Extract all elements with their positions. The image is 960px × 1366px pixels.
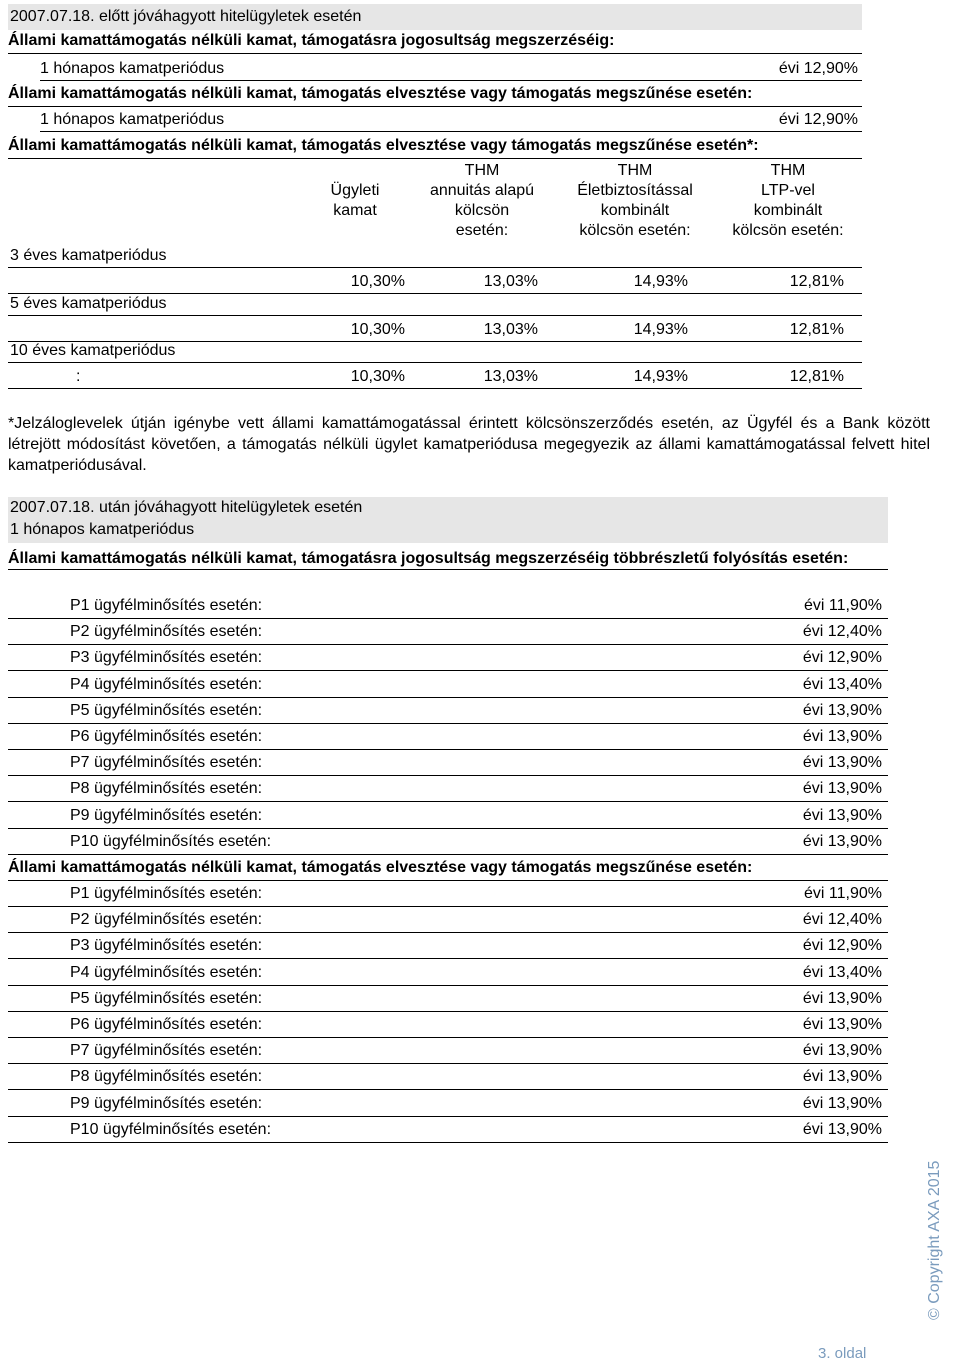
- cell-thm-ltp: 12,81%: [789, 273, 844, 290]
- rating-label: P5 ügyfélminősítés esetén:: [70, 989, 263, 1007]
- rating-row: [8, 1012, 888, 1038]
- cell-thm-ltp: 12,81%: [789, 368, 844, 385]
- rating-row: [8, 672, 888, 698]
- section1-header: 2007.07.18. előtt jóváhagyott hitelügyletek esetén: [8, 4, 862, 30]
- col-header-line: kombinált: [600, 202, 670, 219]
- rating-label: P2 ügyfélminősítés esetén:: [70, 623, 263, 641]
- block1-title: Állami kamattámogatás nélküli kamat, támogatásra jogosultság megszerzéséig:: [8, 29, 862, 54]
- cell-ugyleti-kamat: 10,30%: [350, 273, 405, 290]
- rating-row: [8, 907, 888, 933]
- cell-thm-ltp: 12,81%: [789, 321, 844, 338]
- rating-value: évi 11,90%: [804, 597, 882, 614]
- rating-label: P5 ügyfélminősítés esetén:: [70, 701, 263, 719]
- col-header-line: esetén:: [455, 222, 509, 239]
- block1-row-value: évi 12,90%: [778, 60, 858, 77]
- col-header-line: kölcsön esetén:: [732, 222, 844, 239]
- rating-value: évi 11,90%: [804, 885, 882, 902]
- block2-row-label: 1 hónapos kamatperiódus: [40, 111, 225, 128]
- rating-label: P8 ügyfélminősítés esetén:: [70, 780, 263, 798]
- rating-row: [8, 1091, 888, 1117]
- rating-label: P6 ügyfélminősítés esetén:: [70, 728, 263, 745]
- rating-value: évi 13,90%: [802, 701, 882, 719]
- cell-thm-eletbiztositas: 14,93%: [633, 368, 688, 385]
- rating-label: P9 ügyfélminősítés esetén:: [70, 1094, 263, 1112]
- period-label: 5 éves kamatperiódus: [10, 295, 167, 312]
- section2-header-title: 2007.07.18. után jóváhagyott hitelügyletek esetén: [10, 499, 363, 516]
- col-header-line: kölcsön esetén:: [579, 222, 691, 239]
- rating-value: évi 13,90%: [802, 1042, 882, 1060]
- row-prefix: :: [76, 368, 81, 385]
- rating-row: [8, 1038, 888, 1064]
- row-divider: [8, 315, 862, 316]
- rating-row: [8, 960, 888, 986]
- rating-row: [8, 933, 888, 959]
- copyright-text: © Copyright AXA 2015: [926, 1160, 943, 1320]
- period-label: 3 éves kamatperiódus: [10, 247, 167, 264]
- rating-value: évi 13,90%: [802, 806, 882, 824]
- col-header-line: annuitás alapú: [429, 182, 535, 199]
- rating-label: P8 ügyfélminősítés esetén:: [70, 1068, 263, 1086]
- row-divider: [8, 388, 862, 389]
- footnote: *Jelzáloglevelek útján igénybe vett állami kamattámogatással érintett kölcsönszerződés esetén, az Ügyfél és a Bank között létrejött módosítást követően, a támogatás nélküli ügylet kamatperiódusa megegyezik az állami kamattámogatással felvett hitel kamatperiódusával.: [8, 415, 930, 474]
- rating-value: évi 13,90%: [802, 1016, 882, 1033]
- section2-block2-title: Állami kamattámogatás nélküli kamat, támogatás elvesztése vagy támogatás megszűnése esetén:: [8, 857, 888, 881]
- rating-row: [8, 593, 888, 619]
- rating-row: [8, 776, 888, 802]
- col-header-line: Ügyleti: [330, 182, 380, 199]
- col-header-line: THM: [464, 162, 500, 179]
- rating-value: évi 12,40%: [802, 911, 882, 929]
- col-header-thm-eletbiztositas: [560, 161, 710, 241]
- col-header-line: kölcsön: [454, 202, 510, 219]
- rating-value: évi 13,90%: [802, 1120, 882, 1138]
- col-header-line: Életbiztosítással: [577, 182, 693, 199]
- period-label: 10 éves kamatperiódus: [10, 342, 176, 359]
- rating-value: évi 12,90%: [802, 649, 882, 667]
- cell-thm-annuitas: 13,03%: [483, 368, 538, 385]
- block2-row-value: évi 12,90%: [778, 111, 858, 128]
- rating-label: P10 ügyfélminősítés esetén:: [70, 832, 272, 850]
- rating-label: P2 ügyfélminősítés esetén:: [70, 911, 263, 929]
- col-header-thm-annuitas: [420, 161, 544, 241]
- rating-value: évi 13,90%: [802, 780, 882, 798]
- col-header-line: kamat: [333, 202, 377, 219]
- rating-label: P3 ügyfélminősítés esetén:: [70, 649, 263, 667]
- row-divider: [8, 362, 862, 363]
- rating-label: P7 ügyfélminősítés esetén:: [70, 1042, 263, 1060]
- cell-thm-annuitas: 13,03%: [483, 321, 538, 338]
- rating-label: P9 ügyfélminősítés esetén:: [70, 806, 263, 824]
- block3-title: Állami kamattámogatás nélküli kamat, támogatás elvesztése vagy támogatás megszűnése esetén*:: [8, 134, 862, 159]
- cell-thm-eletbiztositas: 14,93%: [633, 273, 688, 290]
- rating-row: [8, 1117, 888, 1143]
- block2-title: Állami kamattámogatás nélküli kamat, támogatás elvesztése vagy támogatás megszűnése esetén:: [8, 82, 862, 107]
- rating-label: P3 ügyfélminősítés esetén:: [70, 937, 263, 955]
- cell-ugyleti-kamat: 10,30%: [350, 321, 405, 338]
- rating-row: [8, 803, 888, 829]
- rating-value: évi 13,90%: [802, 989, 882, 1007]
- rating-value: évi 13,90%: [802, 1094, 882, 1112]
- section2-subheader: 1 hónapos kamatperiódus: [10, 521, 195, 538]
- rating-value: évi 13,90%: [802, 1068, 882, 1086]
- rating-row: [8, 619, 888, 645]
- section2-block1-title: Állami kamattámogatás nélküli kamat, támogatásra jogosultság megszerzéséig többrészletű folyósítás esetén:: [8, 548, 888, 570]
- rating-label: P6 ügyfélminősítés esetén:: [70, 1016, 263, 1033]
- rating-row: [8, 724, 888, 750]
- cell-thm-annuitas: 13,03%: [483, 273, 538, 290]
- section2-header: [8, 497, 888, 543]
- rating-label: P4 ügyfélminősítés esetén:: [70, 675, 263, 693]
- rating-row: [8, 698, 888, 724]
- rating-label: P7 ügyfélminősítés esetén:: [70, 754, 263, 772]
- block2-row: [40, 108, 862, 132]
- rating-row: [8, 645, 888, 671]
- rating-value: évi 13,40%: [802, 675, 882, 693]
- block1-row: [40, 57, 862, 81]
- col-header-line: THM: [770, 162, 806, 179]
- rating-value: évi 12,90%: [802, 937, 882, 955]
- cell-ugyleti-kamat: 10,30%: [350, 368, 405, 385]
- rating-value: évi 12,40%: [802, 623, 882, 641]
- row-divider: [8, 267, 862, 268]
- col-header-line: THM: [617, 162, 653, 179]
- col-header-line: kombinált: [753, 202, 823, 219]
- rating-label: P4 ügyfélminősítés esetén:: [70, 963, 263, 981]
- rating-value: évi 13,90%: [802, 832, 882, 850]
- rating-row: [8, 986, 888, 1012]
- col-header-thm-ltp: [720, 161, 856, 241]
- rating-label: P1 ügyfélminősítés esetén:: [70, 597, 263, 614]
- rating-row: [8, 829, 888, 855]
- page-number: 3. oldal: [818, 1345, 867, 1362]
- rating-row: [8, 750, 888, 776]
- col-header-ugyleti-kamat: [308, 181, 402, 221]
- rating-value: évi 13,90%: [802, 728, 882, 745]
- rating-value: évi 13,40%: [802, 963, 882, 981]
- rating-value: évi 13,90%: [802, 754, 882, 772]
- block1-row-label: 1 hónapos kamatperiódus: [40, 60, 225, 77]
- rating-label: P1 ügyfélminősítés esetén:: [70, 885, 263, 902]
- rating-label: P10 ügyfélminősítés esetén:: [70, 1120, 272, 1138]
- rating-row: [8, 881, 888, 907]
- col-header-line: LTP-vel: [761, 182, 815, 199]
- cell-thm-eletbiztositas: 14,93%: [633, 321, 688, 338]
- rating-row: [8, 1064, 888, 1090]
